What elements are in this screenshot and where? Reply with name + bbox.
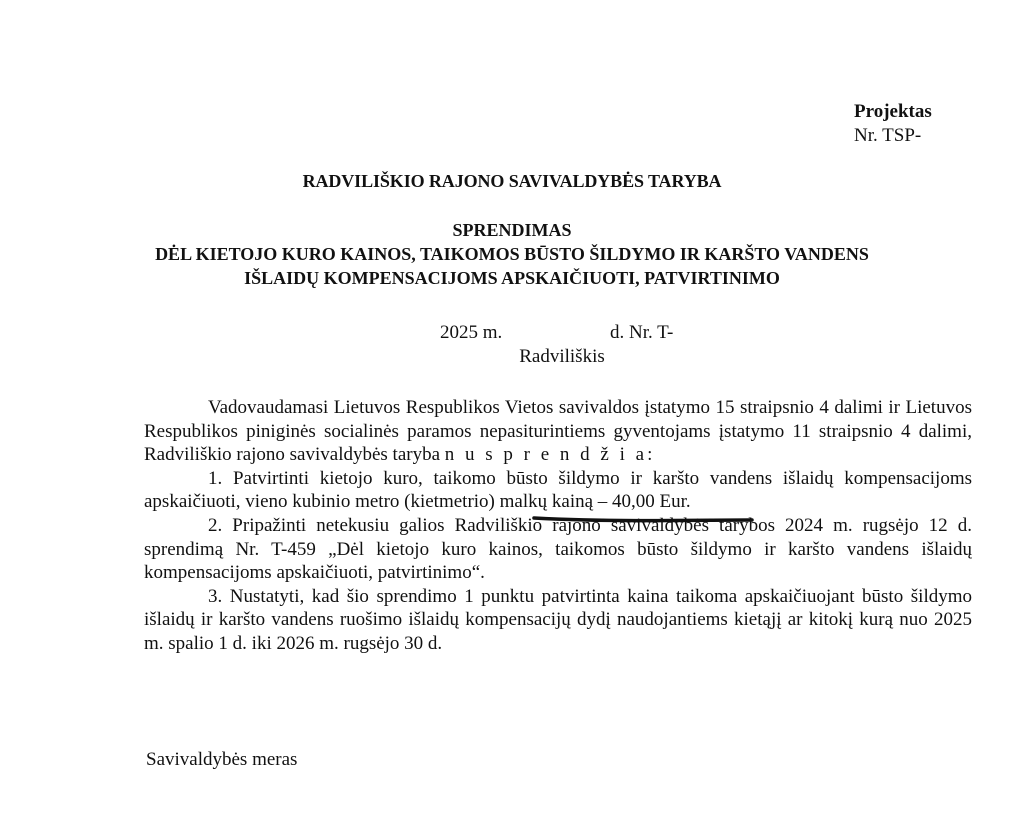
decision-title-block xyxy=(0,218,1024,290)
firewood-price-highlight: malkų kainą – 40,00 Eur. xyxy=(499,491,691,513)
item-2-paragraph: 2. Pripažinti netekusiu galios Radviliškio rajono savivaldybės tarybos 2024 m. rugsėjo 12 d. sprendimą Nr. T-459 „Dėl kietojo kuro kainos, taikomos būsto šildymo ir karšto vandens išlaidų kompensacijoms apskaičiuoti, patvirtinimo“. xyxy=(144,514,972,584)
decision-title-line-2: IŠLAIDŲ KOMPENSACIJOMS APSKAIČIUOTI, PATVIRTINIMO xyxy=(244,268,780,288)
preamble-paragraph xyxy=(144,396,972,467)
preamble-text: Vadovaudamasi Lietuvos Respublikos Vietos savivaldos įstatymo 15 straipsnio 4 dalimi ir Lietuvos Respublikos piniginės socialinės paramos nepasiturintiems gyventojams įstatymo 11 straipsnio 4 dalimi, Radviliškio rajono savivaldybės taryba xyxy=(144,397,972,466)
decision-title-line-1: DĖL KIETOJO KURO KAINOS, TAIKOMOS BŪSTO ŠILDYMO IR KARŠTO VANDENS xyxy=(155,244,869,264)
decision-body xyxy=(144,396,972,656)
item-1-paragraph xyxy=(144,467,972,514)
decides-keyword: n u s p r e n d ž i a xyxy=(444,444,648,466)
signature-title: Savivaldybės meras xyxy=(146,749,298,770)
decision-year: 2025 m. xyxy=(440,322,503,343)
council-name: RADVILIŠKIO RAJONO SAVIVALDYBĖS TARYBA xyxy=(302,171,722,191)
hand-drawn-underline xyxy=(532,515,754,523)
decision-number: d. Nr. T- xyxy=(610,322,674,343)
underline-stroke xyxy=(534,518,752,521)
project-number: Nr. TSP- xyxy=(854,125,922,146)
project-label: Projektas xyxy=(854,101,932,122)
project-header xyxy=(854,100,932,148)
place-name: Radviliškis xyxy=(519,346,605,367)
item-1-text: 1. Patvirtinti kietojo kuro, taikomo būsto šildymo ir karšto vandens išlaidų kompensacijoms apskaičiuoti, vieno kubinio metro (kietmetrio) xyxy=(144,467,972,513)
preamble-end: : xyxy=(647,444,653,466)
item-3-paragraph: 3. Nustatyti, kad šio sprendimo 1 punktu patvirtinta kaina taikoma apskaičiuojant būsto šildymo išlaidų ir karšto vandens ruošimo išlaidų kompensacijų dydį naudojantiems kietąjį ar kitokį kurą nuo 2025 m. spalio 1 d. iki 2026 m. rugsėjo 30 d. xyxy=(144,585,972,654)
decision-type: SPRENDIMAS xyxy=(452,220,572,240)
